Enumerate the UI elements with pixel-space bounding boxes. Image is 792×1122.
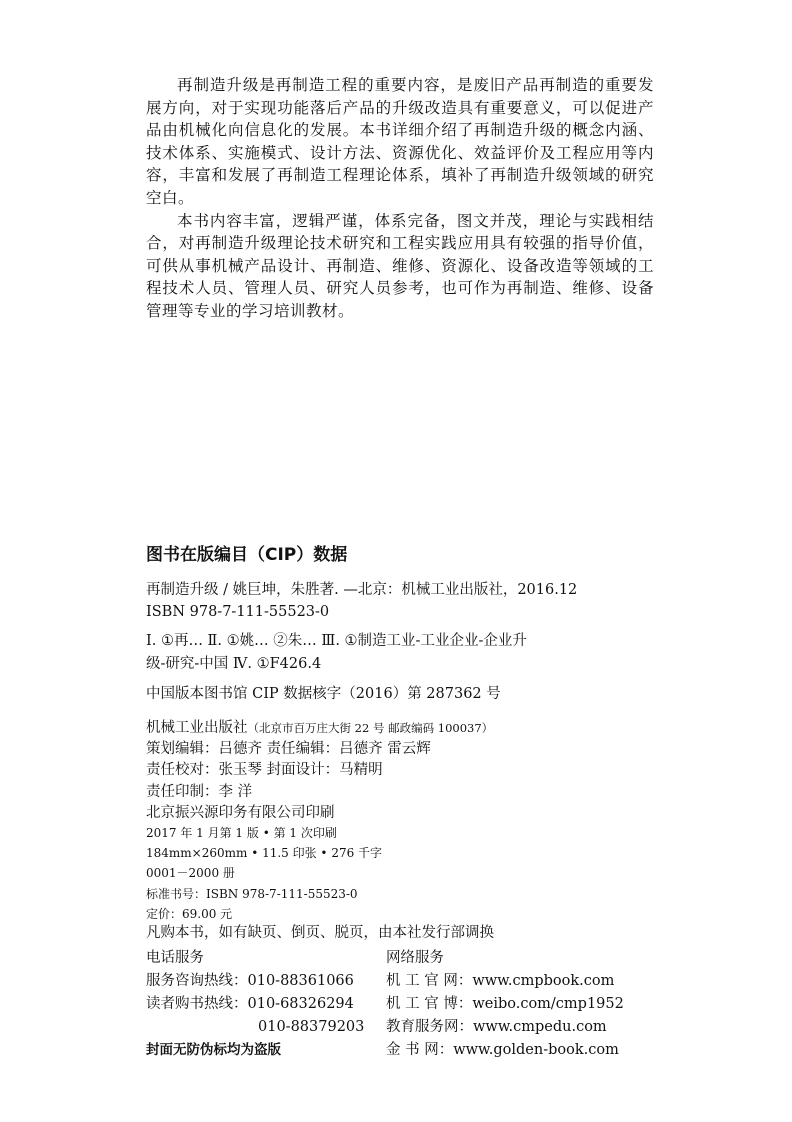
editors-line: 策划编辑：吕德齐 责任编辑：吕德齐 雷云辉 [146,741,431,758]
consult-hotline: 服务咨询热线：010-88361066 [146,973,354,989]
abstract-paragraph-2: 本书内容丰富，逻辑严谨，体系完备，图文并茂，理论与实践相结合，对再制造升级理论技术研究和工程实践应用具有较强的指导价值，可供从事机械产品设计、再制造、维修、资源化、设备改造等领域的工程技术人员、管理人员、研究人员参考，也可作为再制造、维修、设备管理等专业的学习培训教材。 [146,211,654,320]
cip-number: 中国版本图书馆 CIP 数据核字（2016）第 287362 号 [146,686,501,702]
services-row-1 [146,970,666,993]
phone-service-heading: 电话服务 [146,950,204,966]
reader-hotline: 读者购书热线：010-68326294 [146,996,354,1012]
official-website: 机 工 官 网：www.cmpbook.com [386,973,615,989]
format-line: 184mm×260mm • 11.5 印张 • 276 千字 [146,846,383,861]
cip-entry [146,579,666,623]
edition-line: 2017 年 1 月第 1 版 • 第 1 次印刷 [146,826,337,840]
golden-book-site: 金 书 网：www.golden-book.com [386,1042,619,1058]
print-run-line: 0001－2000 册 [146,866,235,881]
printer-line: 北京振兴源印务有限公司印刷 [146,804,335,821]
cip-bibliographic-entry: 再制造升级 / 姚巨坤，朱胜著. —北京：机械工业出版社，2016.12 [146,582,578,598]
services-table [146,947,666,1062]
publisher-address: （北京市百万庄大街 22 号 邮政编码 100037） [247,721,494,735]
printing-supervisor-line: 责任印制：李 洋 [146,783,253,800]
services-header-row [146,947,666,970]
standard-book-number-line: 标准书号：ISBN 978-7-111-55523-0 [146,886,358,901]
cip-subjects-line-1: Ⅰ. ①再… Ⅱ. ①姚… ②朱… Ⅲ. ①制造工业-工业企业-企业升 [146,633,527,649]
proofreader-line: 责任校对：张玉琴 封面设计：马精明 [146,762,383,779]
services-row-3 [146,1016,666,1039]
anti-piracy-notice: 封面无防伪标均为盗版 [146,1042,281,1058]
cip-title: 图书在版编目（CIP）数据 [146,545,348,565]
price-line: 定价：69.00 元 [146,906,233,921]
abstract-paragraph-1: 再制造升级是再制造工程的重要内容，是废旧产品再制造的重要发展方向，对于实现功能落后产品的升级改造具有重要意义，可以促进产品由机械化向信息化的发展。本书详细介绍了再制造升级的概念内涵、技术体系、实施模式、设计方法、资源优化、效益评价及工程应用等内容，丰富和发展了再制造工程理论体系，填补了再制造升级领域的研究空白。 [146,76,654,207]
cip-subjects [146,630,666,676]
book-abstract [146,74,654,323]
cip-subjects-line-2: 级-研究-中国 Ⅳ. ①F426.4 [146,656,322,672]
network-service-heading: 网络服务 [386,950,444,966]
cip-isbn: ISBN 978-7-111-55523-0 [146,604,330,620]
services-row-2 [146,993,666,1016]
services-row-4 [146,1039,666,1062]
education-site: 教育服务网：www.cmpedu.com [386,1019,607,1035]
return-notice: 凡购本书，如有缺页、倒页、脱页，由本社发行部调换 [146,925,494,941]
publisher-name: 机械工业出版社 [146,720,248,736]
official-weibo: 机 工 官 博：weibo.com/cmp1952 [386,996,624,1012]
reader-hotline-2: 010-88379203 [258,1019,365,1035]
publisher-name-line [146,718,666,739]
print-specs [146,823,666,924]
publisher-info [146,718,666,824]
